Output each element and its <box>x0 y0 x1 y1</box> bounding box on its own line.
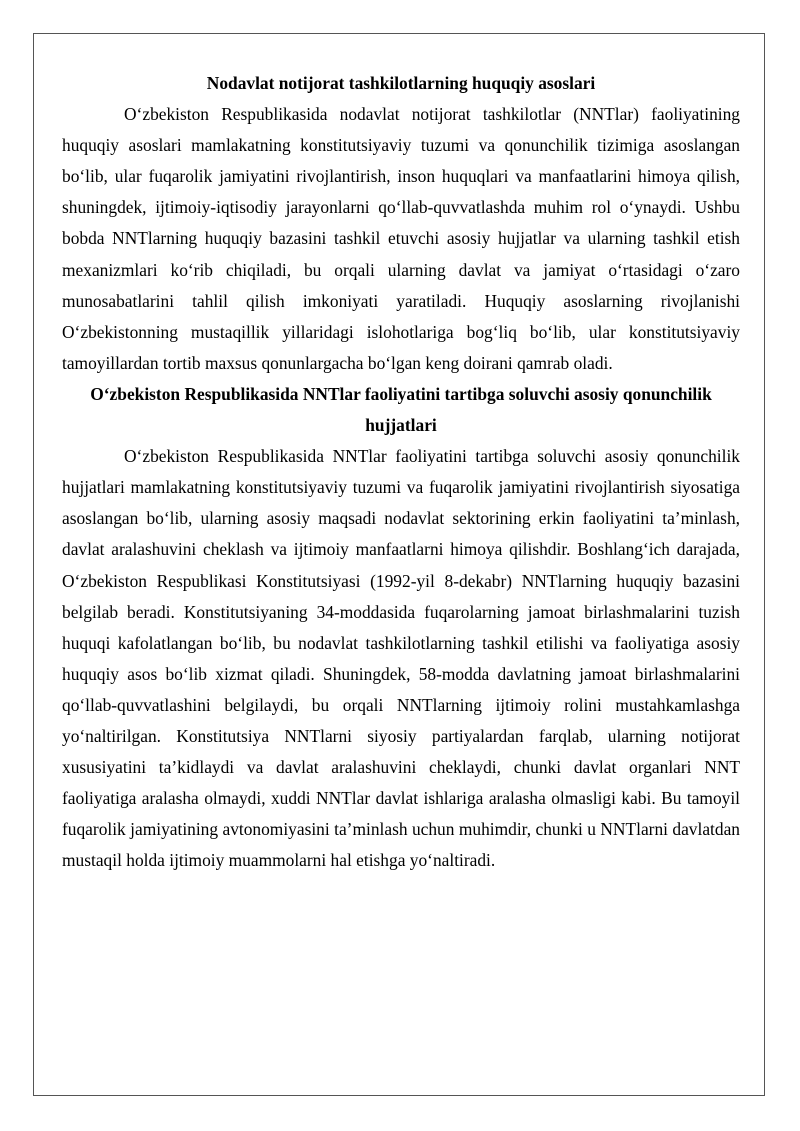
section-heading: Nodavlat notijorat tashkilotlarning huquqiy asoslari <box>206 73 596 93</box>
body-paragraph: O‘zbekiston Respublikasida NNTlar faoliyatini tartibga soluvchi asosiy qonunchilik hujjatlari mamlakatning konstitutsiyaviy tuzumi va fuqarolik jamiyatini rivojlantirish siyosatiga asoslangan bo‘lib, ularning asosiy maqsadi nodavlat sektorining erkin faoliyatini ta’minlash, davlat aralashuvini cheklash va ijtimoiy manfaatlarni himoya qilishdir. Boshlang‘ich darajada, O‘zbekiston Respublikasi Konstitutsiyasi (1992-yil 8-dekabr) NNTlarning huquqiy bazasini belgilab beradi. Konstitutsiyaning 34-moddasida fuqarolarning jamoat birlashmalarini tuzish huquqi kafolatlangan bo‘lib, bu nodavlat tashkilotlarning tashkil etilishi va faoliyatiga asosiy huquqiy asos bo‘lib xizmat qiladi. Shuningdek, 58-modda davlatning jamoat birlashmalarini qo‘llab-quvvatlashini belgilaydi, bu orqali NNTlarning ijtimoiy rolini mustahkamlashga yo‘naltirilgan. Konstitutsiya NNTlarni siyosiy partiyalardan farqlab, ularning notijorat xususiyatini ta’kidlaydi va davlat aralashuvini cheklaydi, chunki davlat organlari NNT faoliyatiga aralasha olmaydi, xuddi NNTlar davlat ishlariga aralasha olmasligi kabi. Bu tamoyil fuqarolik jamiyatining avtonomiyasini ta’minlash uchun muhimdir, chunki u NNTlarni davlatdan mustaqil holda ijtimoiy muammolarni hal etishga yo‘naltiradi. <box>62 446 740 871</box>
subsection-heading: O‘zbekiston Respublikasida NNTlar faoliyatini tartibga soluvchi asosiy qonunchilik hujjatlari <box>90 383 712 436</box>
document-body <box>62 68 740 876</box>
body-paragraph: O‘zbekiston Respublikasida nodavlat notijorat tashkilotlar (NNTlar) faoliyatining huquqiy asoslari mamlakatning konstitutsiyaviy tuzumi va qonunchilik tizimiga asoslangan bo‘lib, ular fuqarolik jamiyatini rivojlantirish, inson huquqlari va manfaatlarini himoya qilish, shuningdek, ijtimoiy-iqtisodiy jarayonlarni qo‘llab-quvvatlashda muhim rol o‘ynaydi. Ushbu bobda NNTlarning huquqiy bazasini tashkil etuvchi asosiy hujjatlar va ularning tashkil etish mexanizmlari ko‘rib chiqiladi, bu orqali ularning davlat va jamiyat o‘rtasidagi o‘zaro munosabatlarini tahlil qilish imkoniyati yaratiladi. Huquqiy asoslarning rivojlanishi O‘zbekistonning mustaqillik yillaridagi islohotlariga bog‘liq bo‘lib, ular konstitutsiyaviy tamoyillardan tortib maxsus qonunlargacha bo‘lgan keng doirani qamrab oladi. <box>62 104 740 373</box>
